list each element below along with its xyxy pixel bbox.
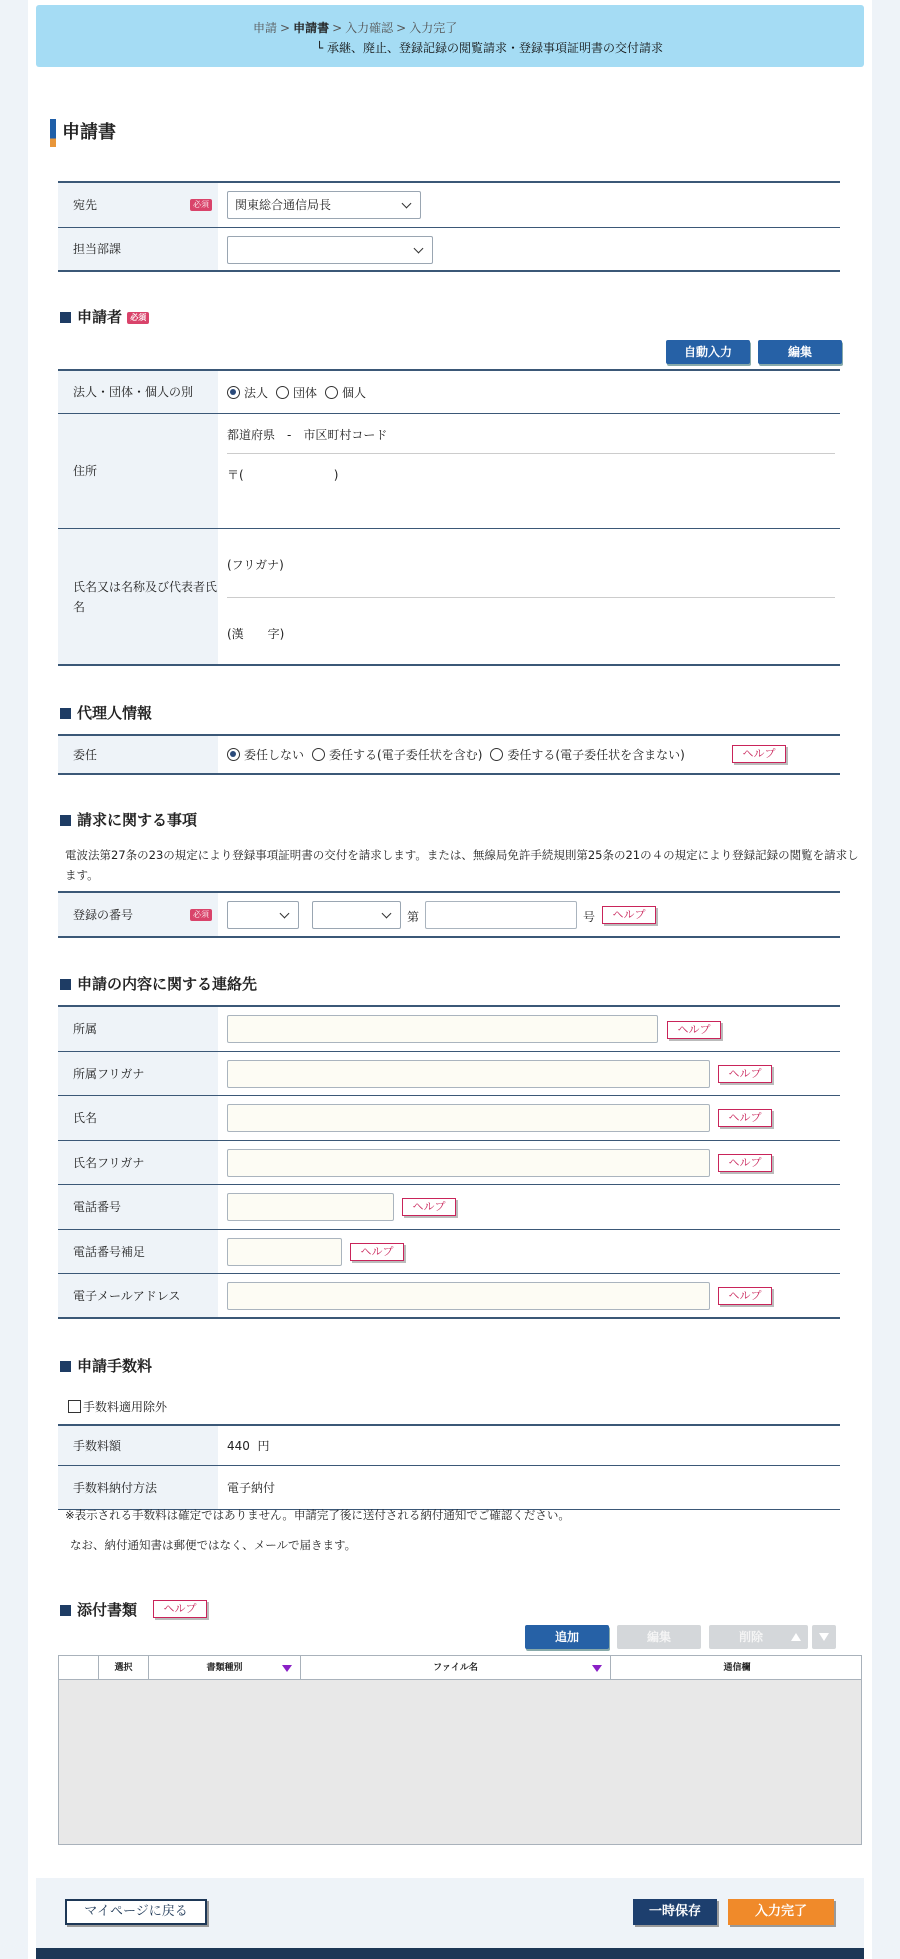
contact-name-kana-input[interactable] (227, 1149, 710, 1177)
checkbox-unchecked-icon (68, 1400, 81, 1413)
arrow-up-icon (791, 1633, 801, 1641)
email-help-button[interactable]: ヘルプ (718, 1287, 772, 1305)
square-bullet-icon (60, 979, 71, 990)
required-badge: 必須 (190, 909, 212, 921)
address-row (58, 414, 840, 529)
recipient-select[interactable]: 関東総合通信局長 (227, 191, 421, 219)
fee-note-2: なお、納付通知書は郵便ではなく、メールで届きます。 (70, 1538, 357, 1552)
radio-unchecked-icon (325, 386, 338, 399)
footer-strip (36, 1948, 864, 1959)
phone-supplement-input[interactable] (227, 1238, 342, 1266)
registration-number-label: 登録の番号 必須 (58, 893, 218, 936)
fee-method-label: 手数料納付方法 (58, 1466, 218, 1509)
attachments-help-button[interactable]: ヘルプ (153, 1600, 207, 1618)
phone-row (58, 1185, 840, 1230)
move-up-button[interactable] (784, 1625, 808, 1649)
chevron-right-icon: > (396, 21, 407, 35)
contact-name-kana-help-button[interactable]: ヘルプ (718, 1154, 772, 1172)
go-label: 号 (583, 910, 596, 924)
fee-form (58, 1424, 840, 1510)
attachments-table (58, 1655, 862, 1845)
fee-method-row (58, 1466, 840, 1510)
address-label: 住所 (58, 414, 218, 528)
divider (227, 597, 835, 598)
delegation-label: 委任 (58, 736, 218, 773)
delegation-row (58, 736, 840, 775)
fee-section-title: 申請手数料 (60, 1355, 152, 1376)
email-input[interactable] (227, 1282, 710, 1310)
applicant-section-title: 申請者 必須 (60, 306, 149, 327)
breadcrumb-step-complete: 入力完了 (409, 21, 458, 35)
affiliation-kana-row (58, 1052, 840, 1096)
department-select[interactable] (227, 236, 433, 264)
department-label: 担当部課 (58, 228, 218, 270)
arrow-down-icon (819, 1633, 829, 1641)
agent-form (58, 734, 840, 775)
kanji-label: (漢 字) (227, 627, 285, 641)
table-col-doc-type[interactable]: 書類種別 (149, 1656, 301, 1680)
attachments-section-title: 添付書類 (60, 1599, 137, 1620)
fee-method-value: 電子納付 (227, 1481, 276, 1495)
square-bullet-icon (60, 1605, 71, 1616)
input-complete-button[interactable]: 入力完了 (728, 1899, 834, 1925)
delete-attachment-button[interactable]: 削除 (709, 1625, 793, 1649)
contact-name-input[interactable] (227, 1104, 710, 1132)
name-row (58, 529, 840, 666)
registration-number-input[interactable] (425, 901, 577, 929)
request-form (58, 891, 840, 938)
request-description: 電波法第27条の23の規定により登録事項証明書の交付を請求します。または、無線局免許手続規則第25条の21の４の規定により登録記録の閲覧を請求します。 (65, 848, 859, 882)
postal-code: 〒( ) (227, 468, 339, 482)
square-bullet-icon (60, 1361, 71, 1372)
affiliation-row (58, 1007, 840, 1052)
radio-checked-icon (227, 386, 240, 399)
radio-unchecked-icon (312, 748, 325, 761)
radio-unchecked-icon (276, 386, 289, 399)
registration-number-select-2[interactable] (312, 901, 401, 929)
procedure-subtitle: └ 承継、廃止、登録記録の閲覧請求・登録事項証明書の交付請求 (316, 41, 664, 55)
fee-amount-label: 手数料額 (58, 1426, 218, 1465)
registration-number-row (58, 893, 840, 938)
breadcrumb-step-apply: 申請 (253, 21, 278, 35)
affiliation-help-button[interactable]: ヘルプ (667, 1021, 721, 1039)
breadcrumb-step-confirm: 入力確認 (345, 21, 394, 35)
contact-name-kana-label: 氏名フリガナ (58, 1141, 218, 1184)
square-bullet-icon (60, 815, 71, 826)
back-to-mypage-button[interactable]: マイページに戻る (65, 1899, 207, 1925)
dai-label: 第 (407, 910, 420, 924)
contact-name-kana-row (58, 1141, 840, 1185)
contact-section-title: 申請の内容に関する連絡先 (60, 973, 257, 994)
affiliation-kana-label: 所属フリガナ (58, 1052, 218, 1095)
required-badge: 必須 (190, 199, 212, 211)
radio-unchecked-icon (490, 748, 503, 761)
sort-down-icon (592, 1665, 602, 1672)
radio-corporation[interactable]: 法人 (227, 384, 268, 401)
phone-supplement-help-button[interactable]: ヘルプ (350, 1243, 404, 1261)
fee-amount-value: 440 円 (227, 1438, 270, 1453)
email-row (58, 1274, 840, 1319)
agent-help-button[interactable]: ヘルプ (732, 745, 786, 763)
registration-number-help-button[interactable]: ヘルプ (602, 906, 656, 924)
radio-organization[interactable]: 団体 (276, 384, 317, 401)
required-badge: 必須 (127, 312, 149, 324)
chevron-right-icon: > (332, 21, 343, 35)
furigana-label: (フリガナ) (227, 558, 284, 572)
affiliation-input[interactable] (227, 1015, 658, 1043)
registration-number-select-1[interactable] (227, 901, 299, 929)
header-banner (36, 5, 864, 67)
radio-delegation-with-e-proxy[interactable]: 委任する(電子委任状を含む) (312, 746, 482, 763)
recipient-row (58, 183, 840, 228)
table-col-blank (59, 1656, 99, 1680)
phone-input[interactable] (227, 1193, 394, 1221)
breadcrumb (253, 19, 457, 36)
name-label: 氏名又は名称及び代表者氏名 (58, 529, 218, 664)
affiliation-kana-help-button[interactable]: ヘルプ (718, 1065, 772, 1083)
sort-down-icon (282, 1665, 292, 1672)
phone-supplement-label: 電話番号補足 (58, 1230, 218, 1273)
applicant-edit-button[interactable]: 編集 (758, 340, 842, 364)
table-col-notes[interactable]: 通信欄 (723, 1663, 751, 1673)
page (28, 0, 872, 1959)
contact-name-help-button[interactable]: ヘルプ (718, 1109, 772, 1127)
recipient-form (58, 181, 840, 272)
affiliation-kana-input[interactable] (227, 1060, 710, 1088)
square-bullet-icon (60, 708, 71, 719)
square-bullet-icon (60, 312, 71, 323)
applicant-form (58, 369, 840, 666)
add-attachment-button[interactable]: 追加 (525, 1625, 609, 1649)
address-region-code: 都道府県 - 市区町村コード (227, 428, 388, 442)
chevron-right-icon: > (280, 21, 291, 35)
page-title: 申請書 (50, 119, 116, 147)
contact-name-row (58, 1096, 840, 1141)
radio-checked-icon (227, 748, 240, 761)
department-row (58, 228, 840, 272)
request-section-title: 請求に関する事項 (60, 809, 197, 830)
email-label: 電子メールアドレス (58, 1274, 218, 1317)
radio-individual[interactable]: 個人 (325, 384, 366, 401)
phone-help-button[interactable]: ヘルプ (402, 1198, 456, 1216)
breadcrumb-step-form: 申請書 (293, 21, 330, 35)
phone-label: 電話番号 (58, 1185, 218, 1229)
radio-no-delegation[interactable]: 委任しない (227, 746, 304, 763)
contact-name-label: 氏名 (58, 1096, 218, 1140)
affiliation-label: 所属 (58, 1007, 218, 1051)
move-down-button[interactable] (812, 1625, 836, 1649)
entity-type-label: 法人・団体・個人の別 (58, 371, 218, 413)
auto-fill-button[interactable]: 自動入力 (666, 340, 750, 364)
entity-type-row (58, 371, 840, 414)
table-col-select[interactable]: 選択 (99, 1656, 149, 1680)
table-col-file-name[interactable]: ファイル名 (301, 1656, 611, 1680)
contact-form (58, 1005, 840, 1319)
temporary-save-button[interactable]: 一時保存 (633, 1899, 717, 1925)
fee-amount-row (58, 1426, 840, 1466)
attachments-table-header (59, 1656, 861, 1680)
agent-section-title: 代理人情報 (60, 702, 152, 723)
recipient-label: 宛先 必須 (58, 183, 218, 227)
divider (227, 453, 835, 454)
fee-note-1: ※表示される手数料は確定ではありません。申請完了後に送付される納付通知でご確認ください。 (65, 1508, 570, 1522)
radio-delegation-without-e-proxy[interactable]: 委任する(電子委任状を含まない) (490, 746, 684, 763)
phone-supplement-row (58, 1230, 840, 1274)
entity-type-options (218, 371, 840, 413)
edit-attachment-button[interactable]: 編集 (617, 1625, 701, 1649)
fee-exempt-checkbox[interactable]: 手数料適用除外 (68, 1398, 167, 1415)
